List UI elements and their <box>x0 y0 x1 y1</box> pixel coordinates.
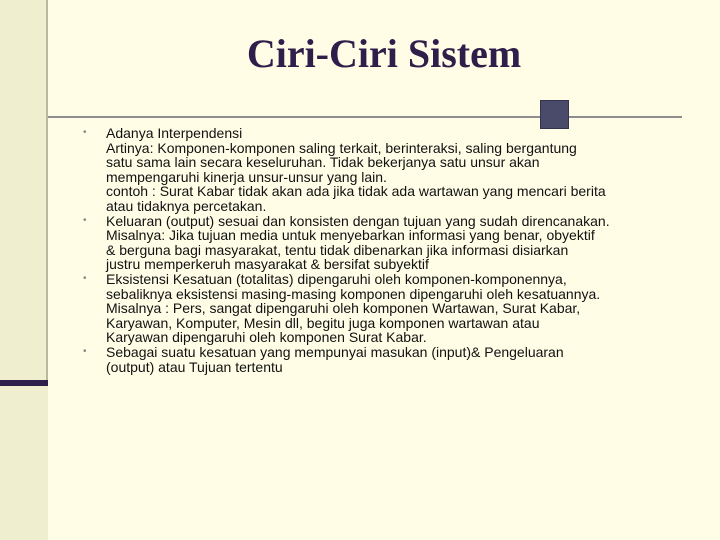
left-accent-bar <box>0 380 48 386</box>
bullet-text-line: Sebagai suatu kesatuan yang mempunyai masukan (input)& Pengeluaran <box>106 343 564 360</box>
bullet-list <box>78 126 688 374</box>
bullet-dot-icon: • <box>83 272 87 284</box>
bullet-text-line: justru memperkeruh masyarakat & bersifat subyektif <box>106 256 429 273</box>
bullet-text-line: Karyawan dipengaruhi oleh komponen Surat Kabar. <box>106 329 427 346</box>
bullet-item <box>78 272 688 345</box>
bullet-item <box>78 345 688 374</box>
bullet-text-line: contoh : Surat Kabar tidak akan ada jika tidak ada wartawan yang mencari berita <box>106 183 606 200</box>
bullet-text-line: Keluaran (output) sesuai dan konsisten dengan tujuan yang sudah direncanakan. <box>106 212 610 229</box>
bullet-text-line: & berguna bagi masyarakat, tentu tidak dibenarkan jika informasi disiarkan <box>106 241 569 258</box>
bullet-text-line: satu sama lain secara keseluruhan. Tidak bekerjanya satu unsur akan <box>106 154 540 171</box>
bullet-dot-icon: • <box>83 214 87 226</box>
bullet-text-line: Misalnya: Jika tujuan media untuk menyebarkan informasi yang benar, obyektif <box>106 227 595 244</box>
bullet-text-line: Eksistensi Kesatuan (totalitas) dipengaruhi oleh komponen-komponennya, <box>106 270 567 287</box>
left-decorative-band <box>0 0 48 540</box>
bullet-text-line: Karyawan, Komputer, Mesin dll, begitu juga komponen wartawan atau <box>106 314 540 331</box>
bullet-text-line: sebaliknya eksistensi masing-masing komponen dipengaruhi oleh kesatuannya. <box>106 285 601 302</box>
bullet-text-line: Adanya Interpendensi <box>106 125 243 141</box>
bullet-text-line: atau tidaknya percetakan. <box>106 197 267 214</box>
bullet-item <box>78 126 688 214</box>
bullet-dot-icon: • <box>83 345 87 357</box>
accent-square <box>540 100 569 129</box>
bullet-item <box>78 214 688 272</box>
slide-title: Ciri-Ciri Sistem <box>246 31 522 76</box>
title-divider <box>48 116 682 118</box>
bullet-text-line: (output) atau Tujuan tertentu <box>106 358 283 375</box>
bullet-text-line: Artinya: Komponen-komponen saling terkait, berinteraksi, saling bergantung <box>106 139 577 156</box>
bullet-text-line: Misalnya : Pers, sangat dipengaruhi oleh komponen Wartawan, Surat Kabar, <box>106 300 581 317</box>
bullet-dot-icon: • <box>83 127 87 138</box>
bullet-text-line: mempengaruhi kinerja unsur-unsur yang lain. <box>106 168 387 185</box>
